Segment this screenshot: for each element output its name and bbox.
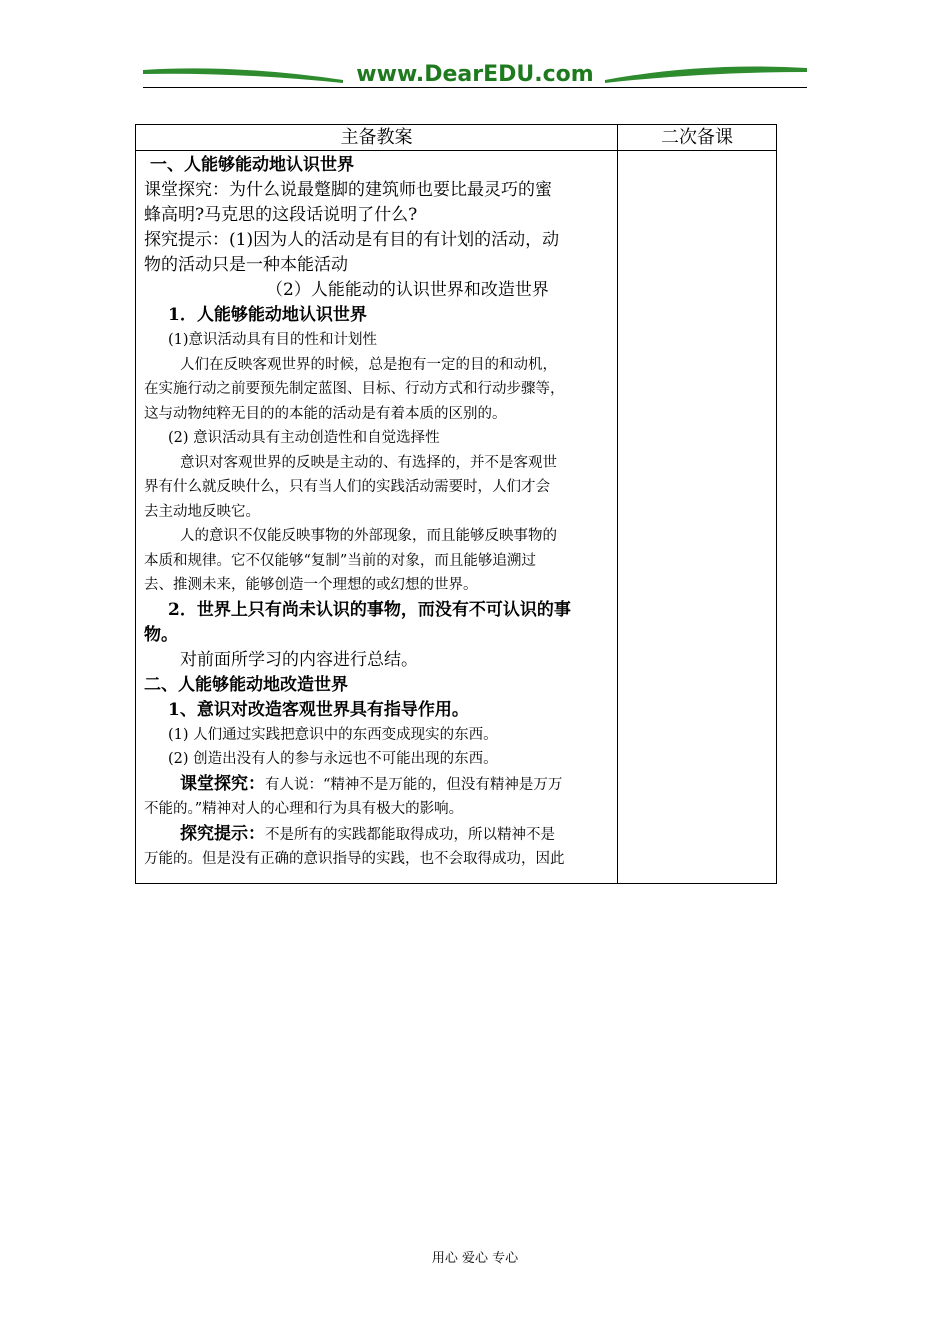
inquiry-label: 课堂探究：: [180, 773, 265, 794]
text-line: 界有什么就反映什么，只有当人们的实践活动需要时，人们才会: [144, 479, 550, 495]
main-plan-cell: [136, 151, 618, 884]
header-banner: [143, 60, 807, 94]
text-line: （2）人能能动的认识世界和改造世界: [266, 280, 549, 300]
text-line: 课堂探究：为什么说最蹩脚的建筑师也要比最灵巧的蜜: [144, 180, 552, 200]
text-line: 去主动地反映它。: [144, 503, 260, 520]
text-line: 探究提示：(1)因为人的活动是有目的有计划的活动，动: [144, 230, 560, 250]
text-line: 这与动物纯粹无目的的本能的活动是有着本质的区别的。: [144, 405, 507, 422]
text-line: 在实施行动之前要预先制定蓝图、目标、行动方式和行动步骤等，: [144, 381, 565, 397]
text-line: (1) 人们通过实践把意识中的东西变成现实的东西。: [168, 726, 498, 743]
text-line: [144, 772, 611, 798]
text-line: 去、推测未来，能够创造一个理想的或幻想的世界。: [144, 577, 478, 593]
text-line: (2) 意识活动具有主动创造性和自觉选择性: [168, 430, 440, 446]
subheading: 物。: [144, 624, 178, 645]
second-plan-cell: [618, 151, 777, 884]
subheading: 2．世界上只有尚未认识的事物，而没有不可认识的事: [168, 599, 571, 620]
section-heading-1: 一、人能够能动地认识世界: [150, 155, 354, 175]
text-line: 本质和规律。它不仅能够“复制”当前的对象，而且能够追溯过: [144, 552, 536, 569]
lesson-plan-table: [135, 124, 777, 884]
text-line: 意识对客观世界的反映是主动的、有选择的，并不是客观世: [180, 454, 557, 471]
table-body-row: [136, 151, 777, 884]
text-line: (1)意识活动具有目的性和计划性: [168, 332, 378, 348]
header-rule: [143, 87, 807, 88]
text-line: (2) 创造出没有人的参与永远也不可能出现的东西。: [168, 751, 498, 767]
hint-label: 探究提示：: [180, 823, 265, 844]
subheading: 1、意识对改造客观世界具有指导作用。: [168, 699, 469, 720]
text-line: [144, 822, 611, 848]
text-line: 对前面所学习的内容进行总结。: [180, 649, 418, 670]
page-footer: 用心 爱心 专心: [431, 1251, 519, 1266]
hint-text: 不是所有的实践都能取得成功，所以精神不是: [265, 826, 555, 843]
subheading: 1．人能够能动地认识世界: [168, 305, 367, 325]
text-line: 不能的。”精神对人的心理和行为具有极大的影响。: [144, 801, 464, 817]
site-logo-text: www.DearEDU.com: [356, 62, 594, 87]
inquiry-text: 有人说：“精神不是万能的，但没有精神是万万: [265, 776, 563, 793]
text-line: 人的意识不仅能反映事物的外部现象，而且能够反映事物的: [180, 528, 557, 544]
col-header-main-plan: 主备教案: [136, 125, 618, 151]
text-line: 人们在反映客观世界的时候，总是抱有一定的目的和动机，: [180, 356, 557, 373]
section-heading-2: 二、人能够能动地改造世界: [144, 674, 348, 695]
text-line: 物的活动只是一种本能活动: [144, 255, 348, 275]
table-header-row: [136, 125, 777, 151]
text-line: 蜂高明?马克思的这段话说明了什么?: [144, 205, 418, 225]
text-line: 万能的。但是没有正确的意识指导的实践，也不会取得成功，因此: [144, 851, 565, 867]
col-header-second-plan: 二次备课: [618, 125, 777, 151]
